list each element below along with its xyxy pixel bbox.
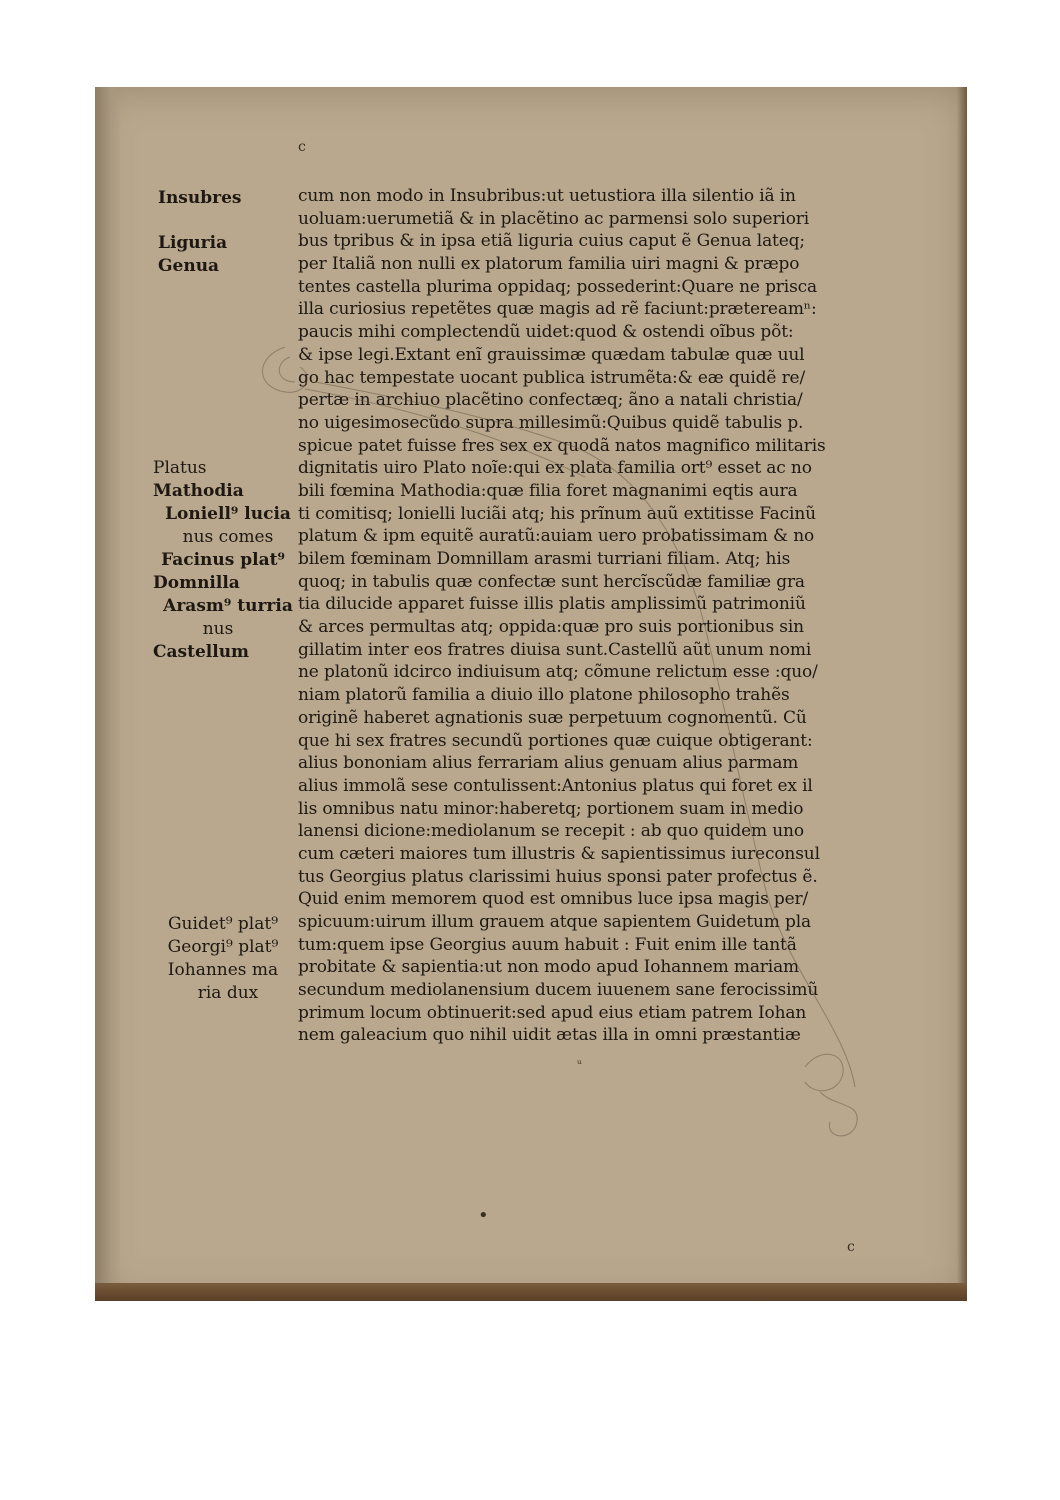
- marginal-note-domnilla: Domnilla: [153, 573, 240, 593]
- text-line: tum:quem ipse Georgius auum habuit : Fuit enim ille tantã: [298, 934, 797, 955]
- text-line: spicuum:uirum illum grauem atque sapientem Guidetum pla: [298, 912, 812, 932]
- marginal-note-facinus: Facinus plat⁹: [161, 550, 285, 570]
- text-line: que hi sex fratres secundũ portiones quæ cuique obtigerant:: [298, 730, 813, 751]
- text-line: dignitatis uiro Plato noĩe:qui ex plata familia ort⁹ esset ac no: [298, 458, 812, 479]
- text-line: quoq; in tabulis quæ confectæ sunt hercĩscũdæ familiæ gra: [298, 571, 805, 592]
- text-line: bus tpribus & in ipsa etiã liguria cuius caput ẽ Genua lateq;: [298, 231, 805, 252]
- marginal-note-genua: Genua: [158, 256, 220, 276]
- catchword-mark: ᵘ: [577, 1057, 582, 1071]
- text-line: pertæ in archiuo placẽtino confectæq; ãno a natali christia/: [298, 390, 803, 411]
- text-line: platum & ipm equitẽ auratũ:auiam uero probatissimam & no: [298, 526, 815, 547]
- text-line: tentes castella plurima oppidaq; possederint:Quare ne prisca: [298, 276, 817, 297]
- main-text-block: [298, 185, 898, 1065]
- text-line: originẽ haberet agnationis suæ perpetuum cognomentũ. Cũ: [298, 707, 807, 728]
- stray-mark-top: c: [298, 139, 306, 155]
- text-line: paucis mihi complectendũ uidet:quod & ostendi oĩbus põt:: [298, 322, 794, 343]
- text-line: & arces permultas atq; oppida:quæ pro suis portionibus sin: [298, 617, 804, 638]
- page-gutter-shadow: [95, 87, 121, 1301]
- text-line: tus Georgius platus clarissimi huius sponsi pater profectus ẽ.: [298, 866, 818, 887]
- scanned-page: [95, 87, 967, 1301]
- marginal-note-mathodia: Mathodia: [153, 481, 244, 501]
- marginal-note-guidetus: Guidet⁹ plat⁹: [167, 914, 279, 934]
- text-line: secundum mediolanensium ducem iuuenem sane ferocissimũ: [298, 980, 819, 1001]
- marginal-note-comes: nus comes: [182, 527, 274, 547]
- stray-dot: •: [478, 1205, 489, 1226]
- text-line: probitate & sapientia:ut non modo apud Iohannem mariam: [298, 957, 800, 978]
- marginal-note-insubres: Insubres: [158, 188, 242, 208]
- text-line: lis omnibus natu minor:haberetq; portionem suam in medio: [298, 798, 804, 819]
- text-line: nem galeacium quo nihil uidit ætas illa in omni præstantiæ: [298, 1025, 801, 1046]
- stray-mark-bottom-right: c: [847, 1239, 855, 1255]
- text-line: bili fœmina Mathodia:quæ filia foret magnanimi eqtis aura: [298, 480, 798, 501]
- text-line: tia dilucide apparet fuisse illis platis amplissimũ patrimoniũ: [298, 594, 806, 615]
- text-line: alius bononiam alius ferrariam alius genuam alius parmam: [298, 753, 799, 774]
- marginal-note-liguria: Liguria: [158, 233, 228, 253]
- text-line: ti comitisq; lonielli luciãi atq; his prĩnum auũ extitisse Facinũ: [298, 503, 816, 524]
- text-line: per Italiã non nulli ex platorum familia uiri magni & præpo: [298, 254, 800, 275]
- page-fore-edge: [957, 87, 967, 1301]
- text-line: gillatim inter eos fratres diuisa sunt.Castellũ aũt unum nomi: [298, 639, 812, 660]
- text-line: go hac tempestate uocant publica istrumẽta:& eæ quidẽ re/: [298, 367, 806, 388]
- text-line: bilem fœminam Domnillam arasmi turriani filiam. Atq; his: [298, 549, 791, 569]
- text-line: Quid enim memorem quod est omnibus luce ipsa magis per/: [298, 889, 809, 910]
- text-line: uoluam:uerumetiã & in placẽtino ac parmensi solo superiori: [298, 208, 810, 229]
- text-line: no uigesimosecũdo supra millesimũ:Quibus quidẽ tabulis p.: [298, 412, 804, 433]
- text-line: primum locum obtinuerit:sed apud eius etiam patrem Iohan: [298, 1002, 807, 1023]
- text-line: ne platonũ idcirco indiuisum atq; cõmune relictum esse :quo/: [298, 662, 818, 683]
- marginal-note-loniellus: Loniell⁹ lucia: [165, 504, 291, 524]
- text-line: lanensi dicione:mediolanum se recepit : ab quo quidem uno: [298, 821, 804, 842]
- marginal-note-georgius: Georgi⁹ plat⁹: [167, 937, 279, 957]
- marginal-notes: [143, 87, 293, 1301]
- text-line: illa curiosius repetẽtes quæ magis ad rẽ faciunt:prætereamⁿ:: [298, 299, 817, 320]
- text-line: spicue patet fuisse fres sex ex quodã natos magnifico militaris: [298, 435, 826, 456]
- marginal-note-dux: ria dux: [197, 983, 259, 1003]
- text-line: cum cæteri maiores tum illustris & sapientissimus iureconsul: [298, 843, 820, 864]
- marginal-note-iohannes: Iohannes ma: [167, 960, 279, 980]
- marginal-note-arasmus: Arasm⁹ turria: [163, 596, 293, 616]
- marginal-note-platus: Platus: [153, 458, 207, 478]
- text-line: alius immolã sese contulissent:Antonius platus qui foret ex il: [298, 775, 813, 796]
- text-line: niam platorũ familia a diuio illo platone philosopho trahẽs: [298, 685, 790, 706]
- text-line: & ipse legi.Extant enĩ grauissimæ quædam tabulæ quæ uul: [298, 344, 805, 365]
- marginal-note-castellum: Castellum: [153, 642, 250, 662]
- marginal-note-nus: nus: [202, 619, 234, 639]
- text-line: cum non modo in Insubribus:ut uetustiora illa silentio iã in: [298, 186, 796, 206]
